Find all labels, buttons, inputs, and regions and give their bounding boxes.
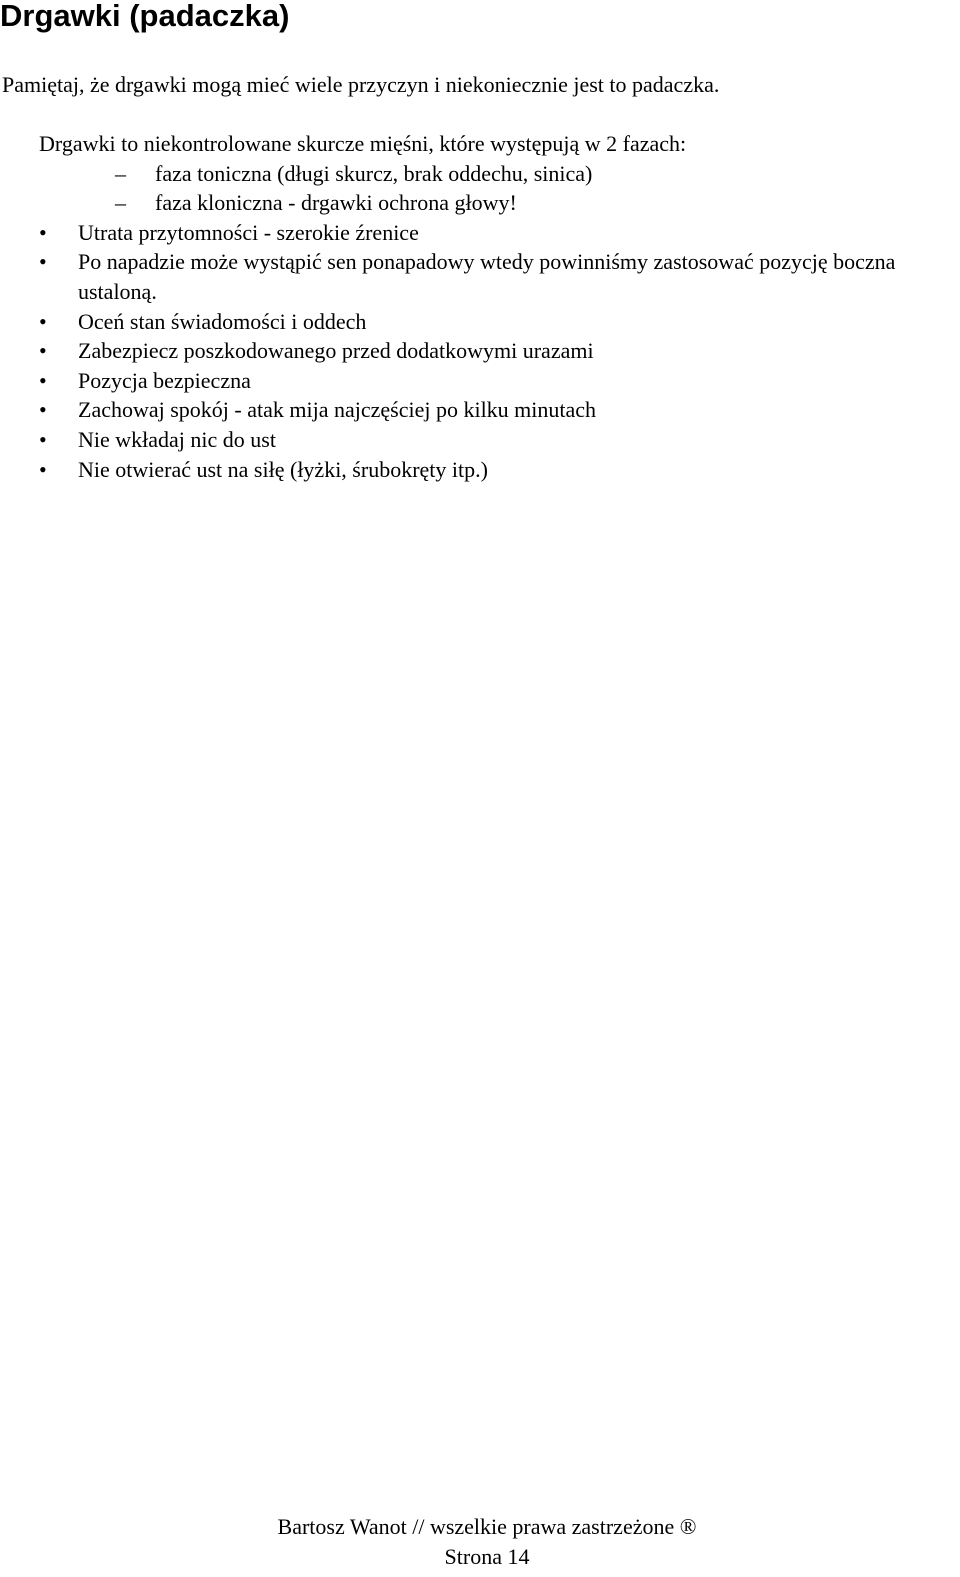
bullet-item-assess-consciousness bbox=[0, 307, 960, 337]
bullet-item-text: Utrata przytomności - szerokie źrenice bbox=[78, 219, 419, 245]
bullet-marker: • bbox=[39, 249, 47, 275]
bullet-item-text: Oceń stan świadomości i oddech bbox=[78, 308, 367, 334]
footer-page-number: Strona 14 bbox=[444, 1543, 530, 1569]
bullet-item-protect-injuries bbox=[0, 336, 960, 366]
bullet-item-text: Po napadzie może wystąpić sen ponapadowy wtedy powinniśmy zastosować pozycję boczna ustaloną. bbox=[78, 249, 896, 304]
bullet-item-post-seizure-sleep bbox=[0, 247, 960, 306]
bullet-item-safe-position bbox=[0, 366, 960, 396]
bullet-item-text: Zachowaj spokój - atak mija najczęściej po kilku minutach bbox=[78, 397, 597, 423]
bullet-marker: • bbox=[39, 308, 47, 334]
bullet-marker: • bbox=[39, 367, 47, 393]
content-section bbox=[0, 129, 960, 484]
bullet-marker: • bbox=[39, 426, 47, 452]
bullet-marker: • bbox=[39, 456, 47, 482]
dash-marker: – bbox=[115, 160, 126, 186]
bullet-item-nothing-in-mouth bbox=[0, 425, 960, 455]
phase-item-tonic bbox=[0, 159, 960, 189]
bullet-item-text: Nie otwierać ust na siłę (łyżki, śrubokręty itp.) bbox=[78, 456, 488, 482]
phases-lead-text: Drgawki to niekontrolowane skurcze mięśni, które występują w 2 fazach: bbox=[39, 131, 687, 156]
dash-marker: – bbox=[115, 190, 126, 216]
page-footer bbox=[0, 1512, 960, 1571]
bullet-marker: • bbox=[39, 219, 47, 245]
bullet-marker: • bbox=[39, 397, 47, 423]
phase-item-text: faza kloniczna - drgawki ochrona głowy! bbox=[155, 190, 517, 216]
bullet-item-do-not-force-mouth bbox=[0, 455, 960, 485]
bullet-item-text: Nie wkładaj nic do ust bbox=[78, 426, 276, 452]
phase-item-clonic bbox=[0, 188, 960, 218]
bullet-item-text: Pozycja bezpieczna bbox=[78, 367, 251, 393]
page-title: Drgawki (padaczka) bbox=[0, 0, 290, 33]
phase-item-text: faza toniczna (długi skurcz, brak oddechu, sinica) bbox=[155, 160, 593, 186]
intro-paragraph: Pamiętaj, że drgawki mogą mieć wiele przyczyn i niekoniecznie jest to padaczka. bbox=[2, 72, 720, 97]
bullet-marker: • bbox=[39, 338, 47, 364]
footer-author: Bartosz Wanot // wszelkie prawa zastrzeżone ® bbox=[277, 1514, 697, 1539]
bullet-item-stay-calm bbox=[0, 395, 960, 425]
bullet-item-text: Zabezpiecz poszkodowanego przed dodatkowymi urazami bbox=[78, 338, 594, 364]
bullet-item-unconsciousness bbox=[0, 218, 960, 248]
